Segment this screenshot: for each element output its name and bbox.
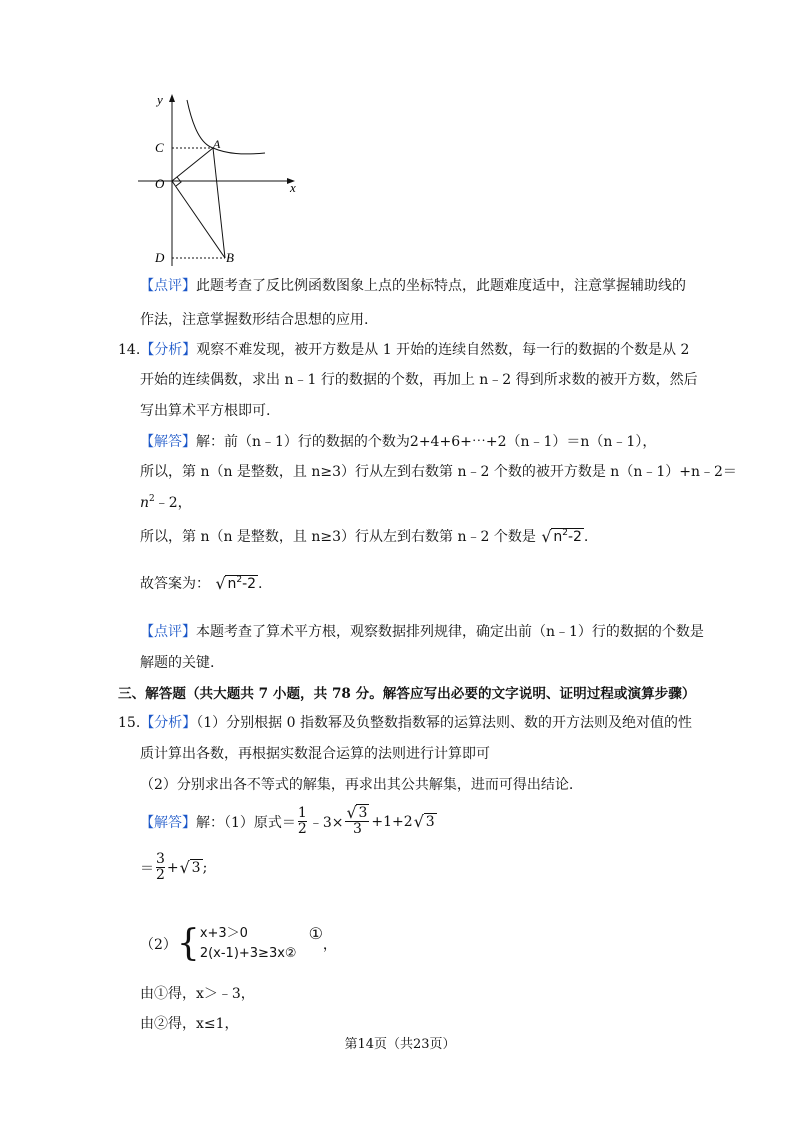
circle-label-1: ① <box>308 924 323 943</box>
review-tag: 【点评】 <box>140 278 196 294</box>
label-d: D <box>155 250 165 265</box>
label-b: B <box>226 250 234 265</box>
segment-o-b <box>172 181 225 258</box>
answer-text: 解：前（n﹣1）行的数据的个数为2+4+6+⋯+2（n﹣1）＝n（n﹣1）， <box>196 434 657 450</box>
radicand-n: n <box>227 576 237 592</box>
inequality-lines <box>200 924 297 963</box>
hyperbola-curve <box>187 100 265 154</box>
q14-answer-line2: 所以，第 n（n 是整数，且 n≥3）行从左到右数第 n﹣2 个数的被开方数是 n（n﹣1）+n﹣2＝ <box>140 464 737 480</box>
denominator: 2 <box>156 867 165 884</box>
radicand-tail: -2 <box>242 576 257 592</box>
review-text: 本题考查了算术平方根，观察数据排列规律，确定出前（n﹣1）行的数据的个数是 <box>196 624 704 640</box>
fraction-sqrt3-over-3: √ 3 3 <box>346 803 368 838</box>
period: . <box>258 576 263 592</box>
radicand-n: n <box>553 529 563 545</box>
review-tag: 【点评】 <box>140 624 196 640</box>
sqrt-3: √ 3 <box>179 857 201 877</box>
q14-analysis-line3: 写出算术平方根即可. <box>140 403 271 419</box>
radicand-exp: 2 <box>562 528 568 538</box>
radicand: 3 <box>358 805 368 821</box>
segment-o-a <box>172 148 213 181</box>
operator: + <box>166 859 179 876</box>
q13-review-line2: 作法，注意掌握数形结合思想的应用. <box>140 312 369 328</box>
equals: ＝ <box>140 860 154 877</box>
period: . <box>583 529 589 545</box>
inequality-1: x+3＞0 <box>199 926 248 941</box>
label-x: x <box>290 180 296 195</box>
analysis-text: （1）分别根据 0 指数幂及负整数指数幂的运算法则、数的开方法则及绝对值的性 <box>196 715 692 731</box>
numerator: 1 <box>297 805 307 821</box>
q15-analysis-line2: 质计算出各数，再根据实数混合运算的法则进行计算即可 <box>140 746 490 762</box>
question-number: 15. <box>118 715 141 731</box>
sqrt-3: √ 3 <box>413 811 435 831</box>
radicand-tail: -2 <box>567 529 582 545</box>
inequality-2: 2(x-1)+3≥3x② <box>199 945 297 961</box>
y-axis-arrow <box>169 94 175 102</box>
answer-tag: 【解答】 <box>140 434 196 450</box>
q14-review-line1 <box>140 621 704 641</box>
q14-answer-line4 <box>140 526 588 546</box>
exponent: 2 <box>149 494 155 504</box>
q15-step2: 由②得，x≤1， <box>140 1016 239 1032</box>
radicand-exp: 2 <box>236 575 243 585</box>
part-label: （2） <box>140 936 177 953</box>
answer-text: 所以，第 n（n 是整数，且 n≥3）行从左到右数第 n﹣2 个数是 <box>140 529 536 545</box>
var-n: n <box>140 495 150 511</box>
operator: +1+2 <box>371 813 413 830</box>
q15-answer-line1 <box>140 803 437 838</box>
page-footer: 第14页（共23页） <box>344 1037 456 1052</box>
fraction-half <box>298 806 307 838</box>
coordinate-figure <box>135 88 310 273</box>
q15-analysis-line1 <box>118 712 692 732</box>
q14-analysis-line1 <box>118 339 689 359</box>
q13-review-line1 <box>140 275 686 295</box>
section-heading: 三、解答题（共大题共 7 小题，共 78 分。解答应写出必要的文字说明、证明过程或演算步骤） <box>118 686 696 702</box>
segment-a-b <box>213 148 225 258</box>
q14-analysis-line2: 开始的连续偶数，求出 n﹣1 行的数据的个数，再加上 n﹣2 得到所求数的被开方数，然后 <box>140 372 698 388</box>
denominator: 2 <box>297 821 307 838</box>
brace: { <box>176 922 200 964</box>
analysis-tag: 【分析】 <box>140 715 197 731</box>
review-text: 此题考查了反比例函数图象上点的坐标特点，此题难度适中，注意掌握辅助线的 <box>196 278 686 294</box>
label-a: A <box>213 137 221 151</box>
denominator: 3 <box>352 821 362 838</box>
answer-tag: 【解答】 <box>140 814 196 831</box>
q14-review-line2: 解题的关键. <box>140 655 215 671</box>
label-y: y <box>157 92 163 107</box>
answer-prefix: 解：（1）原式＝ <box>196 814 296 831</box>
analysis-text: 观察不难发现，被开方数是从 1 开始的连续自然数，每一行的数据的个数是从 2 <box>196 342 690 358</box>
q15-inequality-system <box>140 924 337 963</box>
label-c: C <box>155 140 164 155</box>
radicand: 3 <box>191 859 201 876</box>
operator: ﹣3× <box>308 814 344 831</box>
numerator: 3 <box>156 851 165 867</box>
comma: ， <box>322 936 337 953</box>
semicolon: ; <box>202 859 208 876</box>
analysis-tag: 【分析】 <box>140 342 197 358</box>
question-number: 14. <box>118 342 141 358</box>
radicand: 3 <box>425 813 435 830</box>
q15-step1: 由①得，x＞﹣3， <box>140 986 255 1002</box>
q14-final-answer <box>140 573 262 593</box>
q15-answer-result <box>140 852 207 884</box>
sqrt-expression: √ $n^2-2$ <box>541 527 582 546</box>
q15-analysis-line3: （2）分别求出各不等式的解集，再求出其公共解集，进而可得出结论. <box>140 777 574 793</box>
label-o: O <box>155 176 165 191</box>
q14-answer-line3 <box>140 492 192 512</box>
sqrt-expression: √ $n^2-2$ <box>215 574 257 593</box>
fraction-three-halves <box>156 852 165 884</box>
answer-tail: ﹣2， <box>154 495 192 511</box>
final-label: 故答案为： <box>140 576 210 592</box>
q14-answer-line1 <box>140 431 656 451</box>
